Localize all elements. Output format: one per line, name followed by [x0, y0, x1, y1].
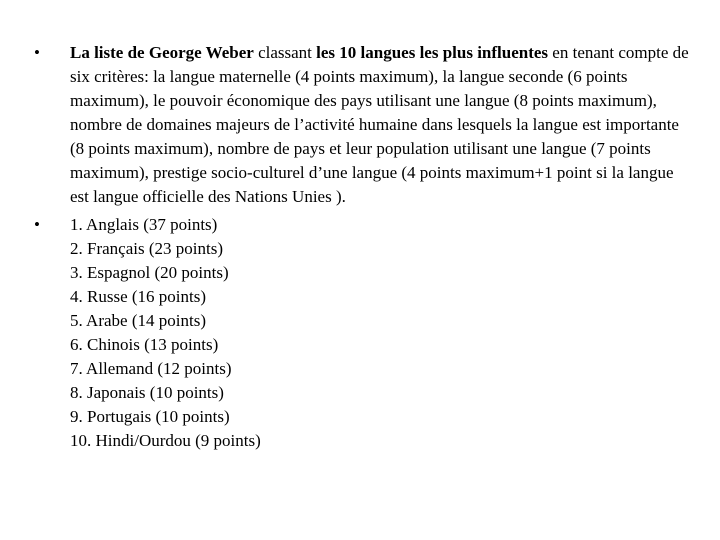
text-bold-author: La liste de George Weber [70, 43, 254, 62]
rank-item: 1. Anglais (37 points) [70, 215, 218, 234]
bullet-list [30, 41, 690, 453]
rank-item: 9. Portugais (10 points) [70, 407, 230, 426]
rank-item: 6. Chinois (13 points) [70, 335, 219, 354]
rank-item: 5. Arabe (14 points) [70, 311, 206, 330]
rank-item: 7. Allemand (12 points) [70, 359, 232, 378]
text-plain-classant: classant [253, 43, 317, 62]
ranking-list [70, 213, 690, 453]
bullet-dot-icon: • [34, 43, 40, 62]
text-plain-criteria: en tenant compte de six critères: la langue maternelle (4 points maximum), la langue seconde (6 points maximum), le pouvoir économique des pays utilisant une langue (8 points maximum), nombre de domaines majeurs de l’activité humaine dans lesquels la langue est importante (8 points maximum), nombre de pays et leur population utilisant une langue (7 points maximum), prestige socio-culturel d’une langue (4 points maximum+1 point si la langue est langue officielle des Nations Unies ). [70, 43, 689, 206]
rank-item: 3. Espagnol (20 points) [70, 263, 229, 282]
text-bold-topic: les 10 langues les plus influentes [316, 43, 549, 62]
rank-item: 4. Russe (16 points) [70, 287, 206, 306]
bullet-ranking [30, 213, 690, 453]
rank-item: 2. Français (23 points) [70, 239, 223, 258]
bullet-criteria [30, 41, 690, 209]
rank-item: 10. Hindi/Ourdou (9 points) [70, 431, 261, 450]
criteria-text [70, 43, 689, 206]
bullet-dot-icon: • [34, 215, 40, 234]
rank-item: 8. Japonais (10 points) [70, 383, 224, 402]
